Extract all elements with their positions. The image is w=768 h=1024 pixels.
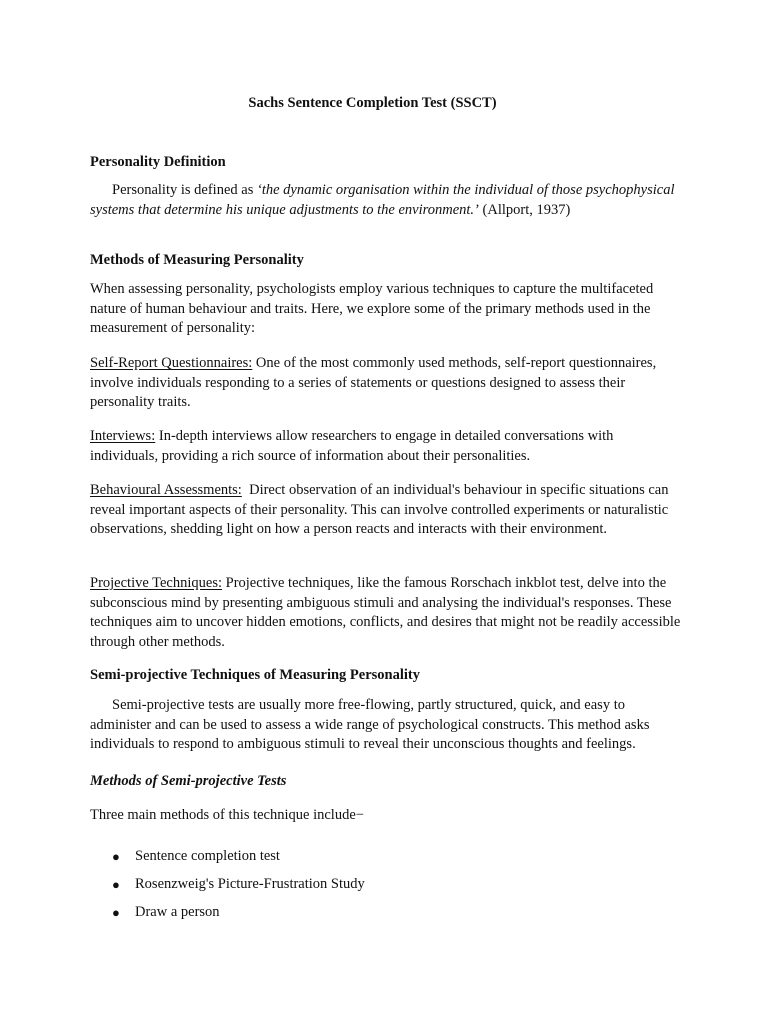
definition-quote: ‘the dynamic organisation within the individual of those psychophysical systems that determine his unique adjustments to the environment.’ (90, 182, 675, 218)
method-term: Behavioural Assessments: (90, 482, 242, 498)
heading-methods-of-measuring: Methods of Measuring Personality (90, 252, 304, 268)
list-item (90, 874, 365, 902)
document-title: Sachs Sentence Completion Test (SSCT) (248, 95, 497, 111)
method-term: Self-Report Questionnaires: (90, 355, 253, 371)
definition-paragraph (90, 181, 682, 220)
heading-semi-projective-techniques: Semi-projective Techniques of Measuring Personality (90, 667, 420, 683)
bullet-icon: ● (112, 905, 120, 920)
list-item (90, 902, 365, 930)
semi-projective-paragraph (90, 696, 682, 755)
semi-projective-body: Semi-projective tests are usually more free-flowing, partly structured, quick, and easy to administer and can be used to assess a wide range of psychological constructs. This method asks individuals to respond to ambiguous stimuli to reveal their unconscious thoughts and feelings. (90, 697, 650, 752)
method-description: In-depth interviews allow researchers to engage in detailed conversations with individuals, providing a rich source of information about their personalities. (90, 428, 614, 464)
method-term: Projective Techniques: (90, 575, 223, 591)
list-item (90, 846, 365, 874)
definition-citation: (Allport, 1937) (478, 201, 571, 218)
bullet-icon: ● (112, 877, 120, 892)
semi-projective-methods-list (90, 846, 365, 930)
list-item-text: Draw a person (135, 904, 220, 920)
definition-lead: Personality is defined as (112, 182, 257, 198)
semi-projective-methods-intro: Three main methods of this technique include− (90, 807, 364, 823)
method-description: Direct observation of an individual's behaviour in specific situations can reveal important aspects of their personality. This can involve controlled experiments or naturalistic observations, shedding light on how a person reacts and interacts with their environment. (90, 482, 669, 537)
method-description: Projective techniques, like the famous Rorschach inkblot test, delve into the subconscious mind by presenting ambiguous stimuli and analysing the individual's responses. These techniques aim to uncover hidden emotions, conflicts, and desires that might not be readily accessible through other methods. (90, 575, 681, 650)
methods-intro-paragraph: When assessing personality, psychologists employ various techniques to capture the multifaceted nature of human behaviour and traits. Here, we explore some of the primary methods used in the measurement of personality: (90, 281, 654, 336)
method-term: Interviews: (90, 428, 156, 444)
list-item-text: Rosenzweig's Picture-Frustration Study (135, 876, 365, 892)
method-item-self-report (90, 354, 682, 413)
heading-methods-of-semi-projective-tests: Methods of Semi-projective Tests (90, 773, 287, 789)
method-item-behavioural-assessments (90, 481, 682, 540)
document-page (90, 0, 690, 1024)
method-item-projective-techniques (90, 574, 682, 652)
method-item-interviews (90, 427, 682, 466)
bullet-icon: ● (112, 849, 120, 864)
method-description: One of the most commonly used methods, self-report questionnaires, involve individuals responding to a series of statements or questions designed to assess their personality traits. (90, 355, 657, 410)
list-item-text: Sentence completion test (135, 848, 280, 864)
heading-personality-definition: Personality Definition (90, 154, 226, 170)
